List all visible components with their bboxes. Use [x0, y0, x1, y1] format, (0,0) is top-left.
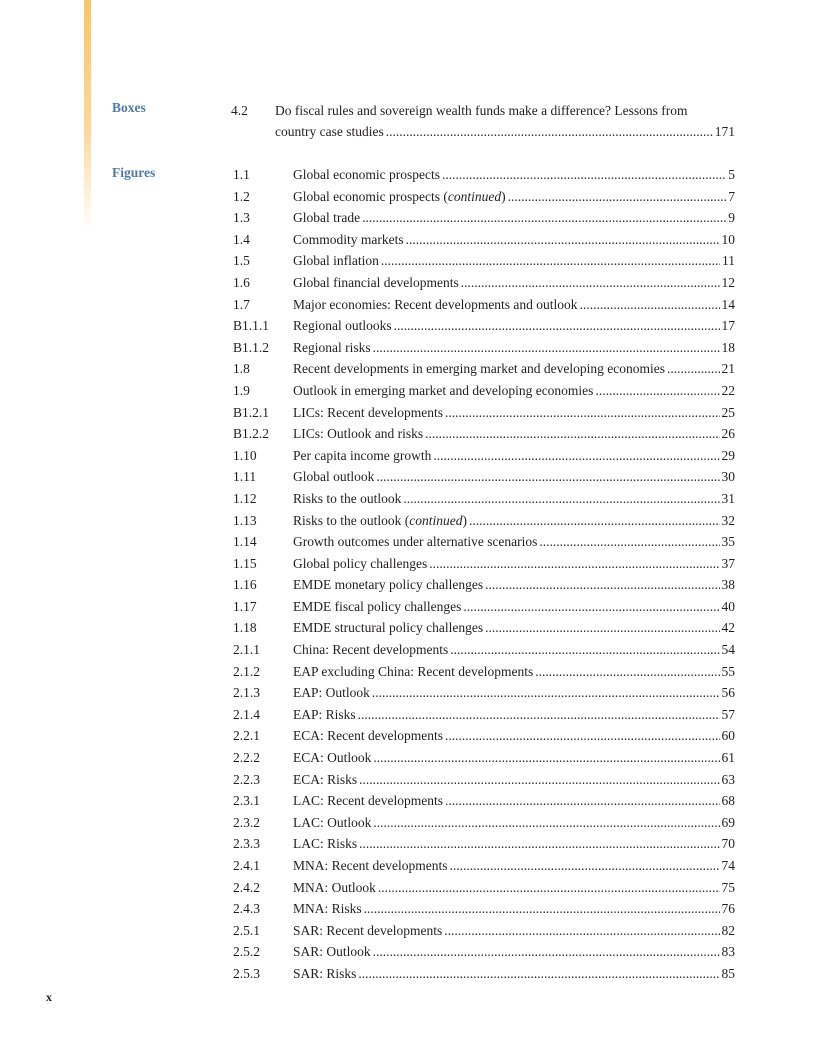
box-entry-title-line1: Do fiscal rules and sovereign wealth funds make a difference? Lessons from — [275, 103, 688, 118]
figure-title-text: LAC: Outlook — [293, 814, 372, 830]
figure-title-text: Major economies: Recent developments and outlook — [293, 296, 578, 312]
dot-leader — [358, 963, 719, 985]
figure-page: 17 — [721, 318, 735, 334]
figure-title — [293, 747, 371, 769]
figure-page: 14 — [721, 296, 735, 312]
figure-title-text: MNA: Recent developments — [293, 858, 448, 873]
figure-page: 74 — [721, 858, 735, 873]
figure-page: 26 — [721, 426, 735, 442]
figure-title-text: Risks to the outlook — [293, 490, 402, 506]
figures-section-label: Figures — [112, 165, 156, 180]
figure-number: 1.4 — [233, 231, 250, 247]
dot-leader — [535, 661, 719, 683]
figure-number: 2.4.1 — [233, 858, 260, 873]
figure-title-text: EMDE monetary policy challenges — [293, 577, 484, 593]
figure-title — [293, 358, 665, 380]
dot-leader — [469, 510, 719, 532]
figure-number: 1.2 — [233, 188, 250, 204]
figure-title-suffix: ) — [462, 512, 468, 528]
dot-leader — [376, 466, 719, 488]
dot-leader — [485, 617, 719, 639]
figure-page: 54 — [721, 642, 735, 658]
figure-entry[interactable] — [233, 337, 735, 359]
dot-leader — [378, 877, 720, 899]
figure-title-text: Regional risks — [293, 339, 371, 355]
dot-leader — [359, 833, 719, 855]
figure-number: 1.1 — [233, 167, 250, 182]
figure-page: 35 — [721, 534, 735, 550]
dot-leader — [463, 596, 719, 618]
figure-title-text: EAP: Risks — [293, 706, 356, 722]
figure-page: 55 — [721, 663, 735, 679]
dot-leader — [358, 704, 720, 726]
figure-title — [293, 488, 401, 510]
figure-title-text: MNA: Outlook — [293, 879, 376, 895]
box-entry-number: 4.2 — [231, 103, 248, 118]
figure-entry[interactable] — [233, 812, 735, 834]
figure-entry[interactable] — [233, 833, 735, 855]
figure-number: 2.3.3 — [233, 836, 260, 852]
figure-number: 1.11 — [233, 469, 257, 485]
box-entry-title-line2: country case studies — [275, 124, 384, 139]
figure-number: 2.5.1 — [233, 922, 260, 938]
figure-title — [293, 553, 427, 575]
figure-title — [293, 445, 431, 467]
figure-title — [293, 963, 356, 985]
dot-leader — [445, 790, 720, 812]
figure-number: 1.16 — [233, 577, 257, 593]
dot-leader — [406, 229, 720, 251]
figure-title — [293, 920, 442, 942]
figure-number: B1.1.2 — [233, 339, 270, 355]
figure-number: 1.5 — [233, 253, 250, 269]
dot-leader — [362, 207, 726, 229]
figure-entry[interactable] — [233, 294, 735, 316]
figure-title-text: EAP excluding China: Recent developments — [293, 663, 534, 679]
figure-number: 2.5.2 — [233, 944, 260, 960]
figure-entry[interactable] — [233, 315, 735, 337]
figure-title-text: MNA: Risks — [293, 901, 362, 917]
dot-leader — [580, 294, 720, 316]
figure-entry[interactable] — [233, 358, 735, 380]
figure-page: 7 — [728, 188, 735, 204]
figure-title — [293, 941, 371, 963]
figure-number: 1.13 — [233, 512, 257, 528]
dot-leader — [386, 121, 713, 142]
dot-leader — [364, 898, 720, 920]
figures-list — [233, 164, 735, 985]
figure-page: 30 — [721, 469, 735, 485]
figure-title — [293, 855, 447, 877]
page-number: x — [46, 990, 52, 1004]
dot-leader — [373, 337, 720, 359]
figure-entry[interactable] — [233, 207, 735, 229]
dot-leader — [449, 855, 719, 877]
figure-title-text: EAP: Outlook — [293, 685, 370, 701]
figure-page: 61 — [721, 750, 735, 766]
figure-title-text: Global financial developments — [293, 274, 459, 290]
dot-leader — [445, 402, 720, 424]
dot-leader — [485, 574, 719, 596]
figure-entry[interactable] — [233, 682, 735, 704]
figure-entry[interactable] — [233, 380, 735, 402]
figure-title-suffix: ) — [501, 188, 506, 204]
figure-page: 9 — [728, 210, 735, 226]
figure-entry[interactable] — [233, 725, 735, 747]
figure-entry[interactable] — [233, 920, 735, 942]
figure-title-text: LICs: Recent developments — [293, 404, 443, 420]
figure-entry[interactable] — [233, 229, 735, 251]
margin-accent-bar — [84, 0, 91, 230]
figure-title — [293, 466, 374, 488]
figure-title-text: Risks to the outlook ( — [293, 512, 410, 528]
figure-number: 2.2.1 — [233, 728, 260, 744]
figure-title-text: SAR: Recent developments — [293, 922, 443, 938]
figure-page: 18 — [721, 339, 735, 355]
figure-title — [293, 898, 362, 920]
figure-page: 25 — [721, 404, 735, 420]
figure-number: 2.5.3 — [233, 965, 260, 981]
figure-title — [293, 617, 483, 639]
figure-entry[interactable] — [233, 596, 735, 618]
figure-number: 1.8 — [233, 361, 250, 377]
figure-title — [293, 272, 459, 294]
figure-number: 2.3.2 — [233, 814, 260, 830]
box-entry-page: 171 — [714, 124, 735, 139]
figure-entry[interactable] — [233, 877, 735, 899]
figure-entry[interactable] — [233, 855, 735, 877]
figure-page: 21 — [721, 361, 735, 377]
figure-page: 29 — [721, 447, 735, 463]
figure-number: 1.7 — [233, 296, 250, 312]
figure-number: 2.4.3 — [233, 901, 260, 917]
figure-entry[interactable] — [233, 510, 735, 532]
dot-leader — [508, 186, 727, 208]
dot-leader — [450, 639, 719, 661]
dot-leader — [372, 682, 720, 704]
figure-number: 2.3.1 — [233, 793, 260, 809]
figure-page: 5 — [728, 167, 735, 182]
figure-page: 63 — [721, 771, 735, 787]
figure-title — [293, 725, 443, 747]
figure-page: 42 — [721, 620, 735, 636]
figure-title — [293, 877, 376, 899]
figure-page: 68 — [721, 793, 735, 809]
figure-page: 40 — [721, 598, 735, 614]
figure-title-italic: continued — [447, 188, 502, 204]
figure-number: 1.6 — [233, 274, 250, 290]
figure-title — [293, 510, 467, 532]
dot-leader — [433, 445, 719, 467]
figure-number: B1.1.1 — [233, 318, 270, 334]
figure-page: 69 — [721, 814, 735, 830]
figure-entry[interactable] — [233, 639, 735, 661]
figure-entry[interactable] — [233, 402, 735, 424]
figure-page: 75 — [721, 879, 735, 895]
dot-leader — [373, 747, 719, 769]
figure-number: 1.14 — [233, 534, 257, 550]
figure-title-text: Recent developments in emerging market and developing economies — [293, 361, 666, 377]
figure-title-text: ECA: Recent developments — [293, 728, 443, 744]
figure-title — [293, 596, 461, 618]
figure-number: 2.1.1 — [233, 642, 260, 658]
figure-title-text: Global policy challenges — [293, 555, 428, 571]
figure-entry[interactable] — [233, 617, 735, 639]
figure-title — [293, 229, 404, 251]
figure-page: 31 — [721, 490, 735, 506]
dot-leader — [539, 531, 719, 553]
figure-page: 38 — [721, 577, 735, 593]
figure-title — [293, 294, 578, 316]
figure-title-text: EMDE fiscal policy challenges — [293, 598, 462, 614]
figure-number: 1.15 — [233, 555, 257, 571]
figure-title-text: LAC: Recent developments — [293, 793, 443, 809]
dot-leader — [373, 812, 719, 834]
dot-leader — [442, 164, 726, 186]
figure-title — [293, 812, 371, 834]
figure-entry[interactable] — [233, 747, 735, 769]
figure-number: B1.2.1 — [233, 404, 270, 420]
figure-entry[interactable] — [233, 186, 735, 208]
figure-title-text: China: Recent developments — [293, 642, 449, 658]
figure-page: 57 — [721, 706, 735, 722]
figure-title-text: LAC: Risks — [293, 836, 358, 852]
dot-leader — [595, 380, 719, 402]
figure-number: 2.2.2 — [233, 750, 260, 766]
figure-number: 2.4.2 — [233, 879, 260, 895]
figure-number: 2.1.4 — [233, 706, 260, 722]
figure-entry[interactable] — [233, 769, 735, 791]
figure-title — [293, 423, 423, 445]
figure-number: 1.9 — [233, 382, 250, 398]
figure-entry[interactable] — [233, 250, 735, 272]
figure-title — [293, 661, 533, 683]
figure-page: 83 — [721, 944, 735, 960]
dot-leader — [444, 920, 719, 942]
figure-title-text: Regional outlooks — [293, 318, 392, 334]
figure-entry[interactable] — [233, 963, 735, 985]
figure-number: 1.10 — [233, 447, 257, 463]
figure-title — [293, 164, 440, 186]
figure-entry[interactable] — [233, 574, 735, 596]
figure-title-text: Per capita income growth — [293, 447, 432, 463]
figure-title-text: SAR: Outlook — [293, 944, 371, 960]
figure-entry[interactable] — [233, 423, 735, 445]
figure-entry[interactable] — [233, 164, 735, 186]
figure-title — [293, 682, 370, 704]
dot-leader — [403, 488, 719, 510]
figure-title-italic: continued — [409, 512, 463, 528]
figure-page: 60 — [721, 728, 735, 744]
figure-entry[interactable] — [233, 661, 735, 683]
figure-title-text: Global trade — [293, 210, 361, 226]
figure-title — [293, 186, 506, 208]
figure-page: 85 — [721, 965, 735, 981]
boxes-section-label: Boxes — [112, 100, 146, 115]
figure-title-text: EMDE structural policy challenges — [293, 620, 484, 636]
figure-entry[interactable] — [233, 941, 735, 963]
dot-leader — [359, 769, 719, 791]
figure-entry[interactable] — [233, 272, 735, 294]
figure-title — [293, 207, 360, 229]
figure-title — [293, 337, 371, 359]
figure-page: 70 — [721, 836, 735, 852]
figure-number: 2.2.3 — [233, 771, 260, 787]
figure-title-text: Growth outcomes under alternative scenarios — [293, 534, 538, 550]
dot-leader — [425, 423, 719, 445]
figure-title — [293, 531, 537, 553]
figure-title — [293, 402, 443, 424]
figure-number: 1.12 — [233, 490, 257, 506]
figure-entry[interactable] — [233, 531, 735, 553]
dot-leader — [429, 553, 719, 575]
figure-page: 22 — [721, 382, 735, 398]
figure-page: 10 — [721, 231, 735, 247]
figure-title — [293, 574, 483, 596]
dot-leader — [394, 315, 720, 337]
figure-page: 56 — [721, 685, 735, 701]
figure-number: 1.18 — [233, 620, 257, 636]
figure-title-text: Global outlook — [293, 469, 375, 485]
figure-title-text: SAR: Risks — [293, 965, 357, 981]
figure-title — [293, 833, 357, 855]
figure-entry[interactable] — [233, 553, 735, 575]
figure-entry[interactable] — [233, 898, 735, 920]
figure-number: 1.3 — [233, 210, 250, 226]
dot-leader — [373, 941, 720, 963]
figure-title — [293, 250, 379, 272]
figure-title-text: ECA: Risks — [293, 771, 358, 787]
figure-page: 37 — [721, 555, 735, 571]
figure-number: 2.1.2 — [233, 663, 260, 679]
figure-number: B1.2.2 — [233, 426, 270, 442]
figure-title — [293, 790, 443, 812]
figure-number: 1.17 — [233, 598, 257, 614]
figure-title-text: Commodity markets — [293, 231, 404, 247]
figure-title — [293, 769, 357, 791]
figure-title-text: Outlook in emerging market and developing economies — [293, 382, 594, 398]
figure-title — [293, 315, 392, 337]
figure-entry[interactable] — [233, 445, 735, 467]
dot-leader — [461, 272, 720, 294]
figure-title-text: Global economic prospects ( — [293, 188, 448, 204]
figure-title-text: ECA: Outlook — [293, 750, 372, 766]
figure-title-text: LICs: Outlook and risks — [293, 426, 424, 442]
figure-title-text: Global economic prospects — [293, 167, 440, 182]
figure-page: 76 — [721, 901, 735, 917]
dot-leader — [445, 725, 720, 747]
figure-page: 82 — [721, 922, 735, 938]
figure-entry[interactable] — [233, 488, 735, 510]
figure-entry[interactable] — [233, 466, 735, 488]
figure-title — [293, 380, 593, 402]
figure-entry[interactable] — [233, 790, 735, 812]
figure-number: 2.1.3 — [233, 685, 260, 701]
dot-leader — [667, 358, 719, 380]
figure-page: 32 — [721, 512, 735, 528]
figure-page: 12 — [721, 274, 735, 290]
figure-entry[interactable] — [233, 704, 735, 726]
figure-title — [293, 639, 448, 661]
figure-title — [293, 704, 356, 726]
figure-title-text: Global inflation — [293, 253, 379, 269]
figure-page: 11 — [722, 253, 735, 269]
dot-leader — [381, 250, 720, 272]
